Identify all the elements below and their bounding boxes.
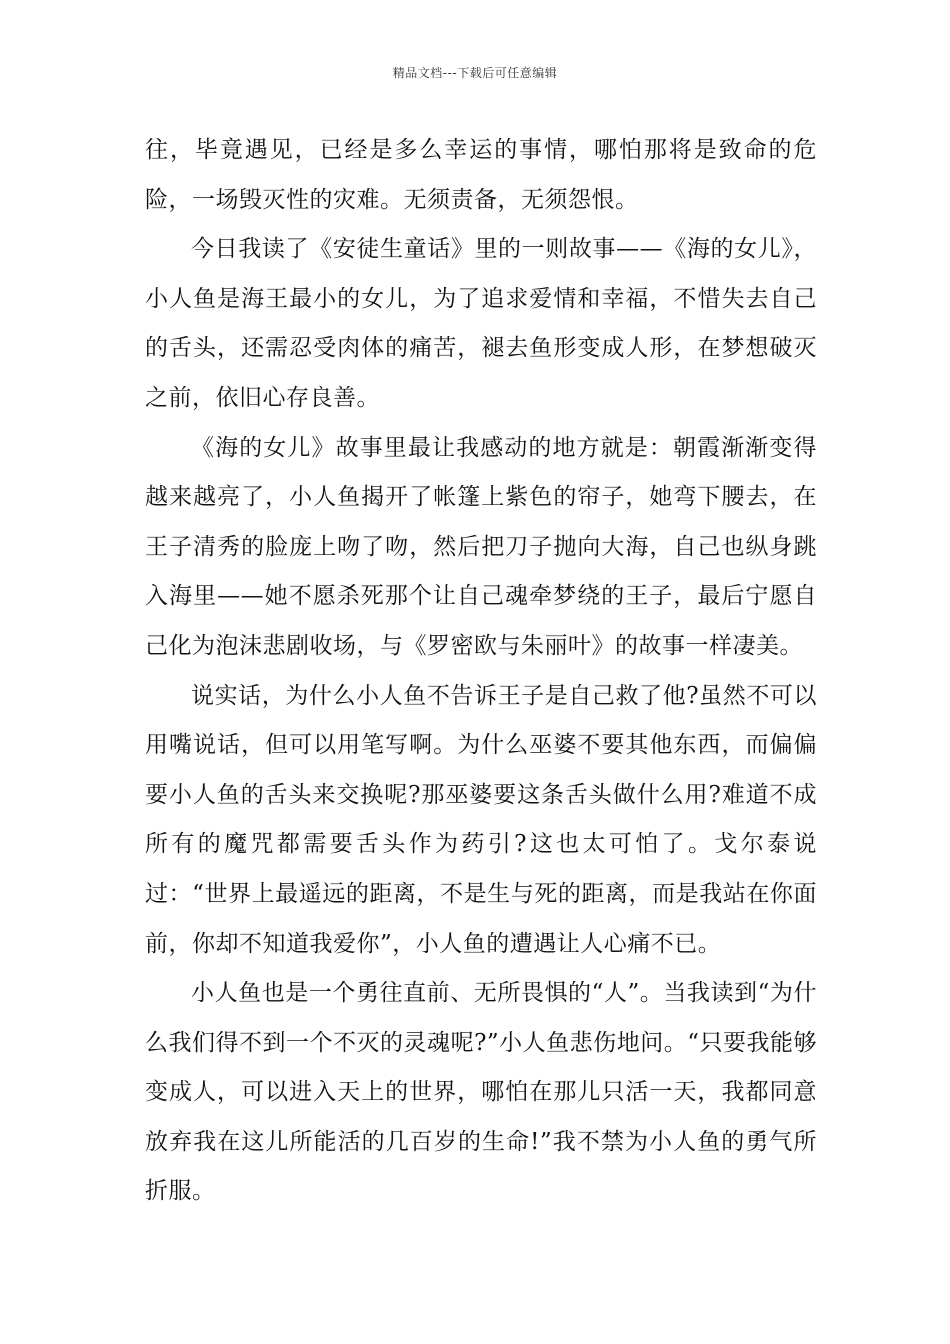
paragraph: 说实话，为什么小人鱼不告诉王子是自己救了他?虽然不可以用嘴说话，但可以用笔写啊。为什么巫婆不要其他东西，而偏偏要小人鱼的舌头来交换呢?那巫婆要这条舌头做什么用?难道不成所有的魔咒都需要舌头作为药引?这也太可怕了。戈尔泰说过：“世界上最遥远的距离，不是生与死的距离，而是我站在你面前，你却不知道我爱你”，小人鱼的遭遇让人心痛不已。 bbox=[145, 682, 817, 957]
document-body bbox=[145, 126, 817, 1217]
paragraph: 今日我读了《安徒生童话》里的一则故事——《海的女儿》，小人鱼是海王最小的女儿，为了追求爱情和幸福，不惜失去自己的舌头，还需忍受肉体的痛苦，褪去鱼形变成人形，在梦想破灭之前，依旧心存良善。 bbox=[145, 236, 817, 411]
paragraph: 小人鱼也是一个勇往直前、无所畏惧的“人”。当我读到“为什么我们得不到一个不灭的灵魂呢?”小人鱼悲伤地问。“只要我能够变成人，可以进入天上的世界，哪怕在那儿只活一天，我都同意放弃我在这儿所能活的几百岁的生命!”我不禁为小人鱼的勇气所折服。 bbox=[145, 980, 817, 1205]
paragraph-continuation: 往，毕竟遇见，已经是多么幸运的事情，哪怕那将是致命的危险，一场毁灭性的灾难。无须责备，无须怨恨。 bbox=[145, 137, 817, 213]
paragraph: 《海的女儿》故事里最让我感动的地方就是：朝霞渐渐变得越来越亮了，小人鱼揭开了帐篷上紫色的帘子，她弯下腰去，在王子清秀的脸庞上吻了吻，然后把刀子抛向大海，自己也纵身跳入海里——她不愿杀死那个让自己魂牵梦绕的王子，最后宁愿自己化为泡沫悲剧收场，与《罗密欧与朱丽叶》的故事一样凄美。 bbox=[145, 434, 817, 659]
page-header: 精品文档---下载后可任意编辑 bbox=[392, 66, 558, 80]
